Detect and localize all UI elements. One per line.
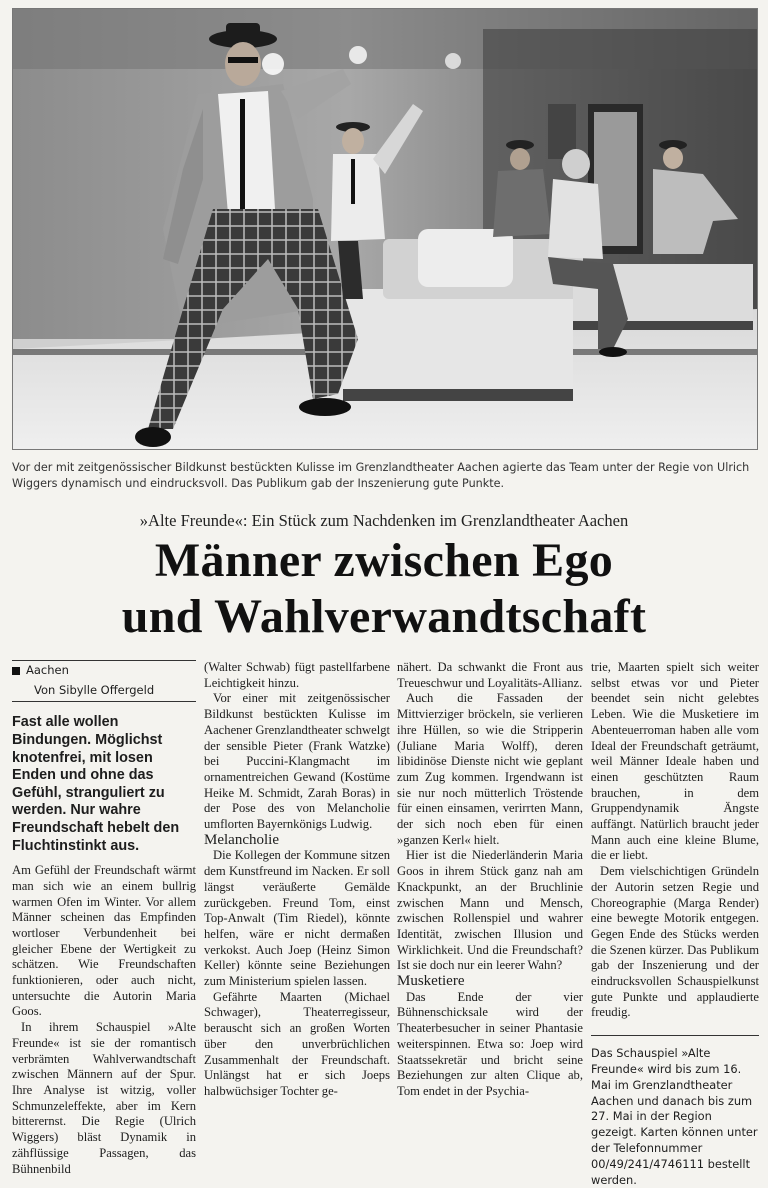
location: Aachen: [26, 663, 69, 677]
photo-caption: Vor der mit zeitgenössischer Bildkunst bestückten Kulisse im Grenzlandtheater Aachen agierte das Team unter der Regie von Ulrich Wiggers dynamisch und eindrucksvoll. Das Publikum gab der Inszenierung gute Punkte.: [12, 461, 750, 490]
headline: [0, 533, 768, 645]
subheading-musketiere: Musketiere: [397, 973, 465, 990]
article-column-3: [397, 660, 583, 1100]
paragraph: Das Ende der vier Bühnenschicksale wird der Theaterbesucher in seiner Phantasie weiterspinnen. Etwa so: Joep wird Staatssekretär und bricht seine Beziehungen zur alten Clique ab, Tom endet in der Psychia-: [397, 989, 583, 1098]
headline-line-2: und Wahlverwandtschaft: [121, 590, 647, 643]
lead-paragraph: Fast alle wollen Bindungen. Möglichst knotenfrei, mit losen Enden und ohne das Gefühl, stranguliert zu werden. Nur wahre Freundschaft hebelt den Fluchtinstinkt aus.: [12, 714, 180, 854]
article-column-1: [12, 660, 196, 1177]
square-bullet-icon: [12, 667, 20, 675]
kicker: »Alte Freunde«: Ein Stück zum Nachdenken im Grenzlandtheater Aachen: [139, 511, 629, 530]
paragraph: trie, Maarten spielt sich weiter selbst etwas vor und Pieter beendet sein nicht gelebtes Leben. Wie die Musketiere im Abenteuerroman haben alle vom Ideal der Freundschaft geträumt, weil Männer Ideale haben und einen geschützten Raum brauchen, in dem Gruppendynamik Ängste auffängt. Natürlich braucht jeder Mann auch eine kleine Blume, die er liebt.: [591, 660, 759, 863]
stage-photo-image: [13, 9, 757, 449]
paragraph: Auch die Fassaden der Mittvierziger bröckeln, sie verlieren ihre Hüllen, so wie die Stripperin (Juliane Maria Wolff), deren libidinöse Dienste nicht wie geplant zum Zug kommen. Irgendwann ist sie nur noch mütterlich Tröstende für einen einsamen, verirrten Mann, der sich noch eben für einen »ganzen Kerl« hielt.: [397, 691, 583, 847]
paragraph: Dem vielschichtigen Gründeln der Autorin setzen Regie und Choreographie (Marga Render) eine bewegte Motorik entgegen. Gegen Ende des Stücks werden die Szenen kürzer. Das Publikum gab der Inszenierung und der eindrucksvollen Schauspielkunst gute Punkte und applaudierte freudig.: [591, 864, 759, 1020]
location-line: [12, 660, 196, 679]
stage-photo: [12, 8, 758, 450]
article-column-2: [204, 660, 390, 1100]
article-column-4: [591, 660, 759, 1188]
paragraph: Hier ist die Niederländerin Maria Goos in ihrem Stück ganz nah am Knackpunkt, an der Bruchlinie zwischen Mann und Mensch, zwischen Rollenspiel und wahrer Identität, zwischen Illusion und Wirklichkeit. Und die Freundschaft? Ist sie doch nur ein leerer Wahn?: [397, 848, 583, 973]
byline: Von Sibylle Offergeld: [12, 683, 196, 703]
paragraph: Gefährte Maarten (Michael Schwager), Theaterregisseur, berauscht sich an großen Worten über den unverbrüchlichen Zusammenhalt der Freundschaft. Unlängst hat er sich Joeps halbwüchsiger Tochter ge-: [204, 989, 390, 1098]
info-box: Das Schauspiel »Alte Freunde« wird bis zum 16. Mai im Grenzlandtheater Aachen und danach bis zum 27. Mai in der Region gezeigt. Karten können unter der Telefonnummer 00/49/241/4746111 bestellt werden.: [591, 1035, 759, 1188]
paragraph: Vor einer mit zeitgenössischer Bildkunst bestückten Kulisse im Aachener Grenzlandtheater schwelgt der sensible Pieter (Frank Watzke) bei Puccini-Klangmacht im ornamentreichen Gewand (Kostüme Heike M. Schmidt, Zarah Boras) in der Pose des von Melancholie umflorten Bayernkönigs Ludwig.: [204, 691, 391, 832]
paragraph: In ihrem Schauspiel »Alte Freunde« ist sie der romantisch verbrämten Wahlverwandtschaft zwischen Männern auf der Spur. Ihre Analyse ist witzig, voller Schmunzeleffekte, aber im Kern bitterernst. Die Regie (Ulrich Wiggers) bläst Dynamik in zähflüssige Passagen, das Bühnenbild: [12, 1020, 196, 1176]
headline-line-1: Männer zwischen Ego: [154, 534, 614, 587]
paragraph: nähert. Da schwankt die Front aus Treueschwur und Loyalitäts-Allianz.: [397, 660, 583, 690]
paragraph: Die Kollegen der Kommune sitzen dem Kunstfreund im Nacken. Er soll längst veräußerte Gemälde zurückgeben. Freund Tom, einst Top-Anwalt (Tim Riedel), könnte helfen, wäre er nicht dermaßen verkokst. Auch Joep (Heinz Simon Keller) könnte seine Beziehungen zum Ministerium spielen lassen.: [204, 848, 390, 989]
paragraph: Am Gefühl der Freundschaft wärmt man sich wie an einem bullrig warmen Ofen im Winter. Vor allem Männer scheinen das Empfinden wortloser Verbundenheit bei gleicher Ebene der Wertigkeit zu schätzen. Wie Freundschaften funktionieren, oder auch nicht, untersuchte die Autorin Maria Goos.: [12, 863, 196, 1019]
paragraph: (Walter Schwab) fügt pastellfarbene Leichtigkeit hinzu.: [204, 660, 390, 690]
subheading-melancholie: Melancholie: [204, 831, 279, 848]
